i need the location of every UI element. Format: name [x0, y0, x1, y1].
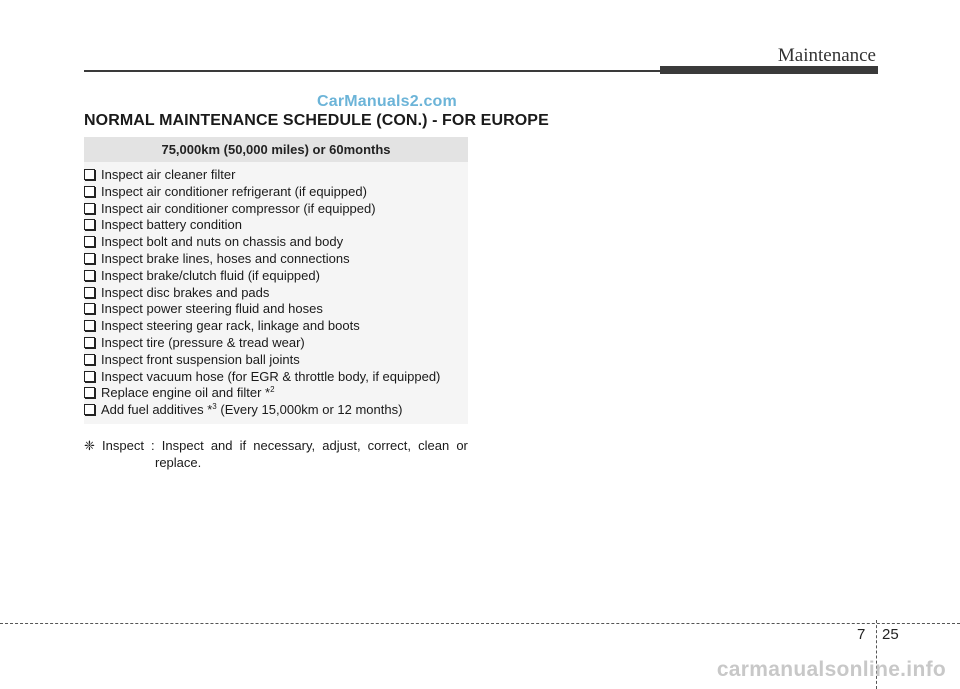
schedule-item: [84, 184, 468, 201]
note-word: Inspect: [161, 438, 204, 453]
footnote-marker: 3: [212, 402, 217, 412]
schedule-item: [84, 201, 468, 218]
schedule-item: [84, 167, 468, 184]
schedule-item: [84, 402, 468, 419]
schedule-item: [84, 268, 468, 285]
schedule-item-text: Inspect disc brakes and pads: [101, 284, 270, 300]
footer-dashed-rule: [0, 623, 960, 624]
schedule-item-text: Inspect front suspension ball joints: [101, 351, 300, 367]
checkbox-icon: [84, 219, 95, 230]
note-symbol-icon: ❈: [84, 438, 95, 453]
schedule-list: [84, 162, 468, 419]
checkbox-icon: [84, 186, 95, 197]
schedule-item: [84, 369, 468, 386]
schedule-item: [84, 335, 468, 352]
schedule-item-text: Inspect tire (pressure & tread wear): [101, 334, 305, 350]
schedule-item: [84, 352, 468, 369]
schedule-item-text: Inspect steering gear rack, linkage and boots: [101, 318, 360, 334]
checkbox-icon: [84, 203, 95, 214]
checkbox-icon: [84, 404, 95, 415]
note-word: adjust,: [322, 438, 361, 453]
page-number: 25: [882, 626, 899, 643]
schedule-item: [84, 385, 468, 402]
schedule-item-text: Inspect bolt and nuts on chassis and body: [101, 234, 344, 250]
schedule-item-text: Inspect power steering fluid and hoses: [101, 301, 323, 317]
schedule-item-text: Replace engine oil and filter *: [101, 385, 271, 401]
watermark-bottom: carmanualsonline.info: [716, 658, 946, 681]
schedule-box: [84, 137, 468, 424]
schedule-item: [84, 285, 468, 302]
checkbox-icon: [84, 169, 95, 180]
schedule-item-text: Add fuel additives *: [101, 402, 213, 418]
schedule-item: [84, 217, 468, 234]
checkbox-icon: [84, 287, 95, 298]
schedule-item-text: Inspect brake lines, hoses and connections: [101, 250, 350, 266]
note-word: clean: [418, 438, 450, 453]
header-rule-thin: [84, 70, 660, 72]
chapter-number: 7: [857, 626, 866, 643]
schedule-item: [84, 318, 468, 335]
checkbox-icon: [84, 371, 95, 382]
checkbox-icon: [84, 236, 95, 247]
note-word: :: [151, 438, 155, 453]
header-rule-thick: [660, 66, 878, 74]
schedule-item-text: Inspect brake/clutch fluid (if equipped): [101, 267, 320, 283]
section-title: Maintenance: [777, 45, 876, 66]
checkbox-icon: [84, 337, 95, 348]
schedule-item-text: Inspect air cleaner filter: [101, 167, 236, 182]
schedule-interval-header: 75,000km (50,000 miles) or 60months: [84, 137, 468, 162]
checkbox-icon: [84, 387, 95, 398]
schedule-item-text: Inspect air conditioner refrigerant (if equipped): [101, 183, 367, 199]
note-word: correct,: [367, 438, 412, 453]
schedule-item-text: Inspect battery condition: [101, 217, 242, 233]
watermark-top: CarManuals2.com: [317, 93, 457, 110]
checkbox-icon: [84, 354, 95, 365]
checkbox-icon: [84, 253, 95, 264]
schedule-item: [84, 301, 468, 318]
note-line-1: [84, 437, 468, 454]
note-line-2: replace.: [155, 455, 202, 470]
schedule-item-text: Inspect vacuum hose (for EGR & throttle body, if equipped): [101, 368, 441, 384]
note-word: or: [456, 438, 468, 453]
footnote-marker: 2: [270, 385, 275, 395]
page-heading: NORMAL MAINTENANCE SCHEDULE (CON.) - FOR EUROPE: [84, 112, 549, 129]
checkbox-icon: [84, 303, 95, 314]
note-word: Inspect: [102, 438, 144, 453]
schedule-item-suffix: (Every 15,000km or 12 months): [216, 402, 403, 418]
schedule-item-text: Inspect air conditioner compressor (if equipped): [101, 200, 376, 216]
checkbox-icon: [84, 270, 95, 281]
note-word: and: [210, 438, 233, 453]
note-word: necessary,: [253, 438, 316, 453]
note-word: if: [239, 438, 247, 453]
schedule-item: [84, 251, 468, 268]
checkbox-icon: [84, 320, 95, 331]
inspect-note: [84, 437, 468, 471]
schedule-item: [84, 234, 468, 251]
